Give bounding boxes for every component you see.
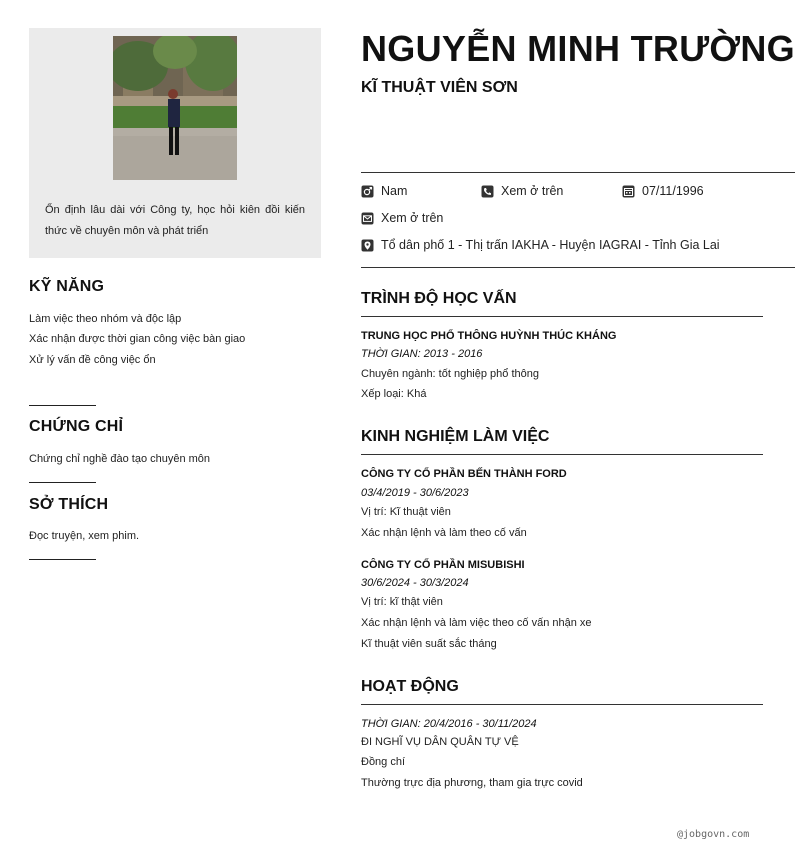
divider [361, 172, 795, 173]
gender-value: Nam [381, 184, 408, 198]
activity-line: Đồng chí [361, 756, 406, 768]
phone-icon [481, 185, 494, 198]
career-objective: Ổn định lâu dài với Công ty, học hỏi kiên đồi kiến thức về chuyên môn và phát triển [45, 204, 305, 237]
job-time: 03/4/2019 - 30/6/2023 [361, 487, 469, 499]
candidate-name: NGUYỄN MINH TRƯỜNG [361, 28, 795, 69]
profile-box [29, 28, 321, 258]
activity-line: ĐI NGHĨ VỤ DÂN QUÂN TỰ VỆ [361, 736, 519, 748]
divider [29, 405, 96, 406]
job-line: Vị trí: kĩ thật viên [361, 596, 443, 608]
divider [29, 482, 96, 483]
calendar-icon [622, 185, 635, 198]
certificates-section [29, 418, 211, 465]
hobby-item: Đọc truyện, xem phim. [29, 530, 140, 542]
divider [361, 316, 763, 317]
skills-title: KỸ NĂNG [29, 278, 105, 295]
job-line: Xác nhận lệnh và làm theo cố vấn [361, 527, 527, 539]
activity-time: THỜI GIAN: 20/4/2016 - 30/11/2024 [361, 718, 537, 730]
activity-line: Thường trực địa phương, tham gia trực covid [361, 777, 583, 789]
job-line: Kĩ thuật viên suất sắc tháng [361, 638, 497, 650]
certificates-title: CHỨNG CHỈ [29, 418, 124, 435]
skill-item: Xác nhận được thời gian công việc bàn giao [29, 333, 246, 345]
email-icon [361, 212, 374, 225]
company-name: CÔNG TY CỔ PHẦN MISUBISHI [361, 559, 525, 571]
profile-photo [113, 36, 237, 180]
address-value: Tổ dân phố 1 - Thị trấn IAKHA - Huyện IAGRAI - Tỉnh Gia Lai [381, 238, 720, 252]
divider [29, 559, 96, 560]
hobbies-section [29, 496, 140, 542]
hobbies-title: SỞ THÍCH [29, 496, 109, 513]
location-icon [361, 239, 374, 252]
activities-title: HOẠT ĐỘNG [361, 678, 459, 695]
phone-info [481, 184, 563, 198]
gender-info [361, 184, 407, 198]
phone-value: Xem ở trên [501, 184, 564, 198]
email-value: Xem ở trên [381, 211, 444, 225]
experience-title: KINH NGHIỆM LÀM VIỆC [361, 428, 550, 445]
skill-item: Làm việc theo nhóm và độc lập [29, 313, 182, 325]
divider [361, 704, 763, 705]
school-name: TRUNG HỌC PHỔ THÔNG HUỲNH THÚC KHÁNG [361, 330, 617, 342]
divider [361, 267, 795, 268]
job-title: KĨ THUẬT VIÊN SƠN [361, 79, 518, 96]
education-title: TRÌNH ĐỘ HỌC VẤN [361, 290, 517, 307]
company-name: CÔNG TY CỔ PHẦN BẾN THÀNH FORD [361, 468, 567, 480]
job-time: 30/6/2024 - 30/3/2024 [361, 577, 469, 589]
birthday-value: 07/11/1996 [642, 184, 704, 198]
job-line: Xác nhận lệnh và làm việc theo cố vấn nhận xe [361, 617, 592, 629]
certificate-item: Chứng chỉ nghề đào tạo chuyên môn [29, 453, 211, 465]
watermark: @jobgovn.com [677, 829, 750, 840]
job-line: Vị trí: Kĩ thuật viên [361, 506, 451, 518]
skill-item: Xử lý vấn đề công việc ổn [29, 354, 156, 366]
divider [361, 454, 763, 455]
skills-section [29, 278, 246, 366]
left-column [29, 28, 321, 542]
education-line: Xếp loại: Khá [361, 388, 427, 400]
education-line: Chuyên ngành: tốt nghiệp phổ thông [361, 368, 539, 380]
education-time: THỜI GIAN: 2013 - 2016 [361, 348, 483, 360]
address-info [361, 238, 720, 252]
email-info [361, 211, 443, 225]
gender-icon [361, 185, 374, 198]
birthday-info [622, 184, 704, 198]
